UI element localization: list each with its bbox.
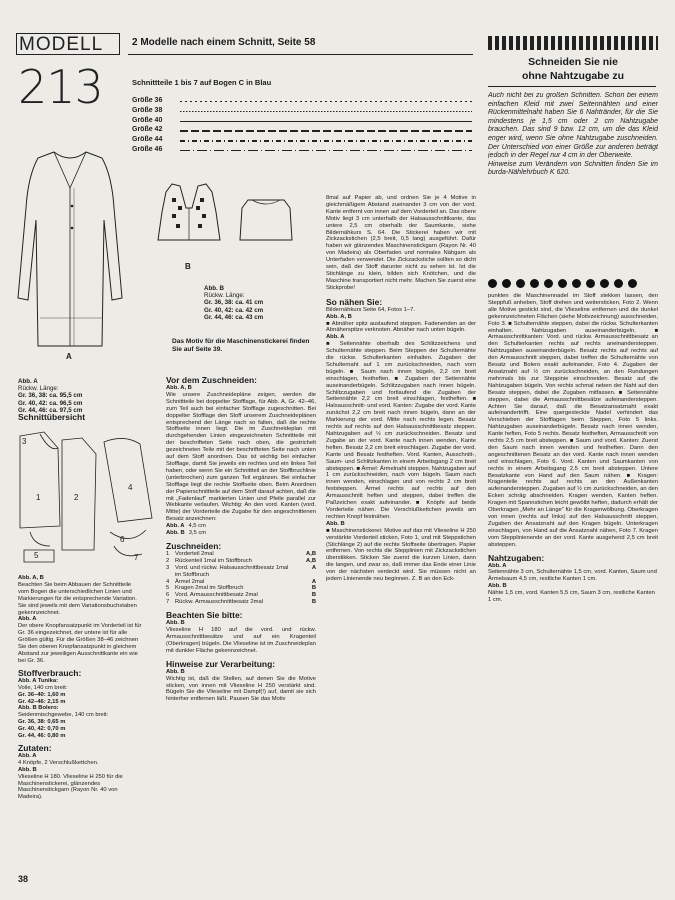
sidebar-dot-row [488, 275, 663, 293]
modell-label-box [16, 33, 120, 55]
model-b-note: Das Motiv für die Maschinenstickerei finden Sie auf Seite 39. [172, 338, 310, 353]
hinweise-text: Wichtig ist, daß die Stellen, auf denen Sie die Motive sticken, von innen mit Vlieseline H 250 verstärkt sind. Bügeln Sie die Vlieseline mit Dampf(!) auf, damit sie sich hinterher entfernen läßt. Pausen Sie das Motiv [166, 675, 316, 703]
size-line-pattern [180, 101, 472, 102]
zugabe-row [166, 530, 316, 537]
model-a-length: Gr. 36, 38: ca. 95,5 cm [18, 392, 83, 400]
zugabe-value: 3,5 cm [188, 530, 207, 537]
model-a-info [18, 378, 128, 414]
sidebar-hint: Hinweise zum Verändern von Schnitten finden Sie im burda-Nählehrbuch K 620. [488, 160, 658, 177]
part-number: 5 [166, 585, 170, 592]
naehen-text: ■ Seitennähte oberhalb des Schlitzzeichens und Schulternähte steppen. Beim Steppen der Schulternähte die rückw. Schulterkanten einhalten. Zugaben der Schulternaht auf 1 cm zurückschneiden, nach vorn bügeln. ■ Saum nach innen bügeln, 2,2 cm breit einschlagen, festheften. ■ Zugaben der Seitennähte auseinanderbügeln. Schlitzzugaben nach innen bügeln. Schlitzzugaben und fortlaufend die Zugaben der Seitennähte 2,2 cm breit einschlagen, festheften. ■ Halsausschnitt- und vord. Kanten: Zugabe der vord. Kante zunächst 2,2 cm breit nach innen bügeln, dann an der Markierung der vord. Mitte nach rechts legen. Besatz rechts auf rechts auf den Halsausschnittbesatz steppen. Nahtzugaben auf ½ cm zurückschneiden. Besatz und Zugabe an der vord. Kante nach innen wenden, Kante heften. Besatz 2,2 cm breit einschlagen. Zugabe der vord. Kante und Besatz festheften. Vord. Kanten, Ausschnitt-, Saum- und Schlitzkanten in einem Arbeitsgang 2 cm breit absteppen. ■ Ärmel: Ärmelnaht steppen. Nahtzugaben auf 1 cm zurückschneiden, nach vorn bügeln. Saum nach innen wenden, einschlagen und von rechts 2 cm breit feststeppen. Ärmel rechts auf rechts auf den Armausschnitt heften und steppen, dabei treffen die Paßzeichen exakt aufeinander. ■ Knöpfe auf beide Vorderteile nähen. Die Verschlußkettchen jeweils am rechten Knopf festnähen. [326, 341, 476, 520]
col4-text1: punkten die Maschinennadel im Stoff stekken lassen, den Steppfuß anheben, Stoff drehen und weitersticken, Foto 2. Wenn alle Motive gestickt sind, die Vlieseline entfernen und die dunkel gekennzeichneten Flächen (siehe Motivzeichnung) ausschneiden, Foto 3. ■ Schulternähte steppen, dabei die rückw. Schulterkanten einhalten. Nahtzugaben auseinanderbügeln. ■ Armausschnittkanten: Vord. und rückw. Armausschnittbesatz an den Schulterkanten rechts auf rechts aneinandersteppen. Nahtzugaben auseinanderbügeln. Besatz rechts auf rechts auf den Armausschnitt steppen, dabei treffen die Schulternähte von Besatz und Bolero exakt aufeinander, Foto 4. Zugaben der Ansatznaht auf ½ cm zurückschneiden, an den Rundungen mehrmals bis zur Steppinie einschneiden. Besatz auf die Nahtzugaben bügeln. Von rechts schmal neben der Naht auf den Besatz steppen, dabei die Zugaben mitfassen. ■ Seitennähte steppen, dabei die Armausschnittbesätze aufeinandersteppen. Achten Sie darauf, daß die Besatzansatznaht exakt aufeinandertrifft. Eine quergesteckte Nadel verhindert das Verschieben der Stofflagen beim Steppen, Foto 5 links. Nahtzugaben auseinanderbügeln. Besatz nach innen wenden, Kante heften, Foto 5 rechts. Besatz festheften, Armausschnitt von rechts 2,5 cm breit absteppen. ■ Saum und vord. Kanten: Zuerst den Saum nach innen wenden und festheften. Dann den angeschnittenen Besatz an der vord. Kante nach innen wenden und einschlagen, Foto 6. Vord. Kanten und Saumkanten von rechts in einem Arbeitsgang 2,5 cm breit absteppen. Untere Besatzkante von Hand auf den Saum nähen. ■ Kragen: Kragenteile rechts auf rechts an den Außenkanten aufeinandersteppen. Zugaben auf ½ cm zurückschneiden, an den Ecken schräg abschneiden. Kragen wenden, Kanten heften. Kragen mit Spannstichen leicht gewölbt heften, dadurch erhält der Oberkragen „Mehr an Länge“ für die Kragenwölbung. Oberkragen von innen (rechts auf links) auf den Halsausschnitt steppen, Zugaben der Ansatznaht auf den Kragen bügeln. Unterkragen einschlagen, von Hand auf die Ansatznaht nähen, Foto 7. Kragen vom Stepplinienende an der vord. Kante ausgehend 2,5 cm breit absteppen. [488, 293, 658, 548]
zugabe-row [166, 523, 316, 530]
schnitt-text: Beachten Sie beim Abbauen der Schnittteile vom Bogen die unterschiedlichen Linien und Markierungen für die entsprechende Variation. Sie sind jeweils mit dem Variationsbuchstaben gekennzeichnet. [18, 581, 137, 616]
garment-illustration-a [14, 148, 126, 353]
part-variant: B [311, 585, 316, 592]
zutaten-a-text: 4 Knöpfe, 2 Verschlußkettchen. [18, 759, 99, 766]
size-row [132, 136, 472, 146]
pattern-info: Schnittteile 1 bis 7 auf Bogen C in Blau [132, 78, 272, 87]
parts-list [166, 551, 316, 606]
schnitt-sub2: Abb. A [18, 616, 37, 623]
pattern-pieces-diagram [14, 430, 160, 570]
part-row [166, 579, 316, 586]
page-title: 2 Modelle nach einem Schnitt, Seite 58 [132, 37, 316, 48]
stoff-heading: Stoffverbrauch: [18, 667, 82, 678]
model-a-sub: Rückw. Länge: [18, 385, 59, 393]
schnitt-sub: Abb. A, B [18, 575, 44, 581]
part-text: Vord. und rückw. Halsausschnittbesatz 1mal im Stoffbruch [175, 564, 289, 578]
size-row [132, 126, 472, 136]
model-b-length: Gr. 40, 42: ca. 42 cm [204, 306, 264, 314]
naehen-b1: ■ Abnäher spitz auslaufend steppen. Fadenenden an der Abnäherspitze verknoten. Abnäher nach unten bügeln. [326, 320, 476, 334]
column-1 [18, 575, 142, 801]
model-a-length: Gr. 40, 42: ca. 96,5 cm [18, 399, 83, 407]
model-b-length: Gr. 44, 46: ca. 43 cm [204, 313, 264, 321]
size-line-pattern [180, 111, 472, 112]
svg-text:4: 4 [128, 483, 133, 492]
model-b-info [204, 285, 314, 321]
zuschneiden-heading: Vor dem Zuschneiden: [166, 375, 257, 385]
size-label: Größe 38 [132, 106, 163, 114]
sidebar-title-2: ohne Nahtzugabe zu [521, 70, 625, 82]
zugabe-key: Abb. B [166, 530, 185, 537]
svg-text:3: 3 [22, 437, 27, 446]
stoff-b-line: Gr. 36, 38: 0,65 m [18, 719, 66, 726]
stoff-a-line: Gr. 42–46: 2,15 m [18, 698, 66, 705]
size-line-pattern [180, 121, 472, 122]
sidebar-top-bar [488, 36, 658, 50]
part-row [166, 592, 316, 599]
model-b-sub: Rückw. Länge: [204, 292, 245, 300]
part-variant: A,B [306, 550, 316, 557]
col4-a-heading: Abb. A [488, 562, 507, 569]
zugabe-value: 4,5 cm [188, 523, 206, 530]
part-text: Vord. Armausschnittbesatz 2mal [175, 592, 258, 599]
col3-b-text: ■ Maschinenstickerei: Motive auf das mit Vlieseline H 250 verstärkte Vorderteil sticken, Foto 1, und mit Steppstichen (Stichlänge 2) auf die rechte Stoffseite übertragen. Papier entfernen. Von rechts die Stepplinien mit Zickzackstichen überstikken. Sticken Sie zuerst die kurzen Linien, dann die langen, und zwar so, daß immer das Ende einer Linie von der nächsten verdeckt wird. Sie müssen nicht an jedem Linienende neu beginnen. Z. B an den Eck- [326, 527, 476, 583]
size-line-pattern [180, 130, 472, 131]
column-2 [166, 375, 316, 885]
col4-b-heading: Abb. B [488, 583, 507, 590]
schnitt-text2: Der obere Knopfansatzpunkt im Vorderteil ist für Gr. 36 eingezeichnet, der untere ist für alle Größen gültig. Für die Größen 38–46 zeichnen Sie den oberen Knopfansatzpunkt in gleichem Abstand zur jeweiligen Ausschnittkante ein wie bei Gr. 36. [18, 623, 142, 664]
part-text: Kragen 2mal im Stoffbruch [175, 585, 244, 592]
zugaben-list [166, 523, 316, 537]
nahtzugaben-heading: Nahtzugaben: [488, 552, 545, 563]
col4-b-text: Nähte 1,5 cm, vord. Kanten 5,5 cm, Saum 3 cm, restliche Kanten 1 cm. [488, 590, 655, 604]
zutaten-b-heading: Abb. B [18, 766, 37, 773]
part-number: 2 [166, 557, 170, 564]
sidebar-body-text: Auch nicht bei zu großen Schnitten. Schon bei einem einfachen Kleid mit zwei Seitennähten und einer Rückenmittelnaht haben Sie 6 Nahtränder, für die Sie mindestens je 1,5 cm oder 2 cm Nahtzugabe brauchen. Das sind 9 bzw. 12 cm, um die das Kleid enger wird, wenn Sie ohne Nahtzugabe zuschneiden. Der Unterschied von einer Größe zur anderen beträgt jedoch in der Regel nur 4 cm in der Oberweite. [488, 92, 658, 160]
stoff-a-line: Gr. 36–40: 1,60 m [18, 691, 66, 698]
sidebar-title-1: Schneiden Sie nie [528, 56, 618, 68]
size-legend [132, 97, 472, 156]
schnitt-heading: Schnittübersicht [18, 412, 86, 422]
svg-text:7: 7 [134, 553, 139, 562]
size-label: Größe 46 [132, 145, 163, 153]
naehen-a: Abb. A [326, 334, 345, 341]
stoff-a-lines [18, 692, 142, 706]
part-row [166, 565, 316, 579]
part-text: Vorderteil 2mal [175, 550, 214, 557]
beachten-sub: Abb. B [166, 620, 185, 627]
stoff-b-line: Gr. 44, 46: 0,80 m [18, 733, 66, 740]
page-number: 38 [18, 874, 29, 884]
part-variant: B [311, 599, 316, 606]
zugabe-key: Abb. A [166, 523, 185, 530]
beachten-text: Vlieseline H 180 auf die vord. und rückw. Armausschnittbesätze und auf ein Kragenteil (Oberkragen) bügeln. Die Vlieseline ist im Zuschneideplan mit dunkler Fläche gekennzeichnet. [166, 627, 316, 654]
column-4 [488, 293, 658, 888]
size-row [132, 97, 472, 107]
zutaten-a-heading: Abb. A [18, 752, 37, 759]
part-number: 6 [166, 592, 170, 599]
size-row [132, 146, 472, 156]
model-b-length: Gr. 36, 38: ca. 41 cm [204, 299, 264, 307]
part-variant: A,B [306, 557, 316, 564]
model-a-heading: Abb. A [18, 378, 38, 385]
zuschneiden-sub: Abb. A, B [166, 385, 192, 391]
sidebar-rule [488, 86, 656, 87]
part-row [166, 558, 316, 565]
size-label: Größe 42 [132, 126, 163, 134]
stoff-a-text: Voile, 140 cm breit: [18, 684, 68, 691]
size-label: Größe 44 [132, 136, 163, 144]
size-label: Größe 36 [132, 97, 163, 104]
naehen-sub: Abb. A, B [326, 313, 352, 320]
column-3 [326, 195, 476, 885]
stoff-b-text: Seidenmischgewebe, 140 cm breit: [18, 712, 109, 719]
part-number: 1 [166, 550, 170, 557]
naehen-heading: So nähen Sie: [326, 296, 383, 307]
size-row [132, 117, 472, 127]
stoff-b-line: Gr. 40, 42: 0,70 m [18, 726, 66, 733]
hinweise-heading: Hinweise zur Verarbeitung: [166, 658, 276, 669]
model-a-label: A [66, 352, 72, 361]
size-line-pattern [180, 140, 472, 141]
part-variant: B [311, 592, 316, 599]
zutaten-b-text: Vlieseline H 180. Vlieseline H 250 für die Maschinenstickerei, glänzendes Maschinenstickgarn (Rayon Nr. 40 von Madeira). [18, 773, 123, 801]
part-number: 4 [166, 578, 170, 585]
svg-text:6: 6 [120, 535, 125, 544]
stoff-b-lines [18, 719, 142, 740]
model-b-heading: Abb. B [204, 285, 224, 292]
model-b-lengths [204, 299, 314, 321]
model-a-length: Gr. 44, 46: ca. 97,5 cm [18, 406, 83, 414]
naehen-intro: Bildernähkurs Seite 64, Fotos 1–7. [326, 306, 415, 313]
svg-text:1: 1 [36, 493, 41, 502]
model-b-label: B [185, 262, 191, 271]
garment-illustration-b-front [150, 182, 228, 242]
size-label: Größe 40 [132, 116, 163, 124]
part-row [166, 585, 316, 592]
stoff-a-heading: Abb. A Tunika: [18, 677, 59, 684]
model-number: 213 [18, 60, 103, 114]
stoff-b-heading: Abb. B Bolero: [18, 705, 59, 712]
col3-text1: 8mal auf Papier ab, und ordnen Sie je 4 Motive in gleichmäßigem Abstand zueinander 3 cm von der vord. Kante entfernt von innen auf dem Vorderteil an. Das obere Motiv liegt 3 cm unterhalb der Halsausschnittkante, das untere 2,5 cm oberhalb der Saumkante, siehe Bildernähkurs S. 64. Die Stickerei haben wir mit Zickzackstichen (2,5 breit, 0,5 lang) ausgeführt. Dafür haben wir glänzendes Maschinenstickgarn (Rayon Nr. 40 von Madeira) als Oberfaden und normales Nähgarn als Unterfaden verwendet. Die Zickzackstiche sollten so dicht sein, daß der Stoff darunter nicht zu sehen ist. Ist die Stichlänge zu klein, bilden sich Knötchen, und die Maschine transportiert nicht mehr. Machen Sie zuerst eine Stickprobe! [326, 195, 476, 291]
modell-label: MODELL [19, 34, 104, 55]
svg-text:2: 2 [74, 493, 79, 502]
size-line-pattern [180, 150, 472, 151]
col3-b-heading: Abb. B [326, 520, 345, 527]
beachten-heading: Beachten Sie bitte: [166, 610, 243, 621]
zutaten-heading: Zutaten: [18, 742, 52, 753]
col4-a-text: Seitennähte 3 cm, Schulternähte 1,5 cm, vord. Kanten, Saum und Ärmelsaum 4,5 cm, restliche Kanten 1 cm. [488, 569, 657, 583]
part-text: Ärmel 2mal [175, 578, 205, 585]
part-variant: A [311, 564, 316, 571]
part-number: 3 [166, 564, 170, 571]
zuschneiden2-heading: Zuschneiden: [166, 540, 222, 551]
part-text: Rückw. Armausschnittbesatz 2mal [175, 599, 263, 606]
zuschneiden-text: Wie unsere Zuschneidepläne zeigen, werden die Schnittteile bei doppelter Stofflage, für Abb. A, Gr. 42–46, zum Teil auch bei einfacher Stofflage zugeschnitten. Bei doppelter Stofflage den Stoff unserem Zuschneideplänen entsprechend der Länge nach so falten, daß die rechte Stoffseite innen liegt. Die im Zuschneideplan mit durchgehenden Linien eingezeichneten Schnittteile mit der beschrifteten Seite nach oben, die gestrichelt gezeichneten Teile mit der beschrifteten Seite nach unten auf dem Stoff anordnen. Das ist wichtig bei einfacher Stofflage, damit Sie jeweils ein rechtes und ein linkes Teil haben, oder wenn Sie ein Schnittteil an der Stoffbruchlinie (unterbrochen) zum ganzen Teil ergänzen. Bei einfacher Stofflage liegt die rechte Stoffseite oben. Beim Anordnen der Papierschnittteile auf dem Stoff darauf achten, daß die mit „Fadenlauf“ markierten Linien und Pfeile parallel zur Webkante verlaufen. Wichtig: An den vord. Kanten (vord. Mitte) der Vorderteile die Zugabe für den angeschnittenen Besatz anzeichnen: [166, 391, 316, 523]
part-text: Rückenteil 1mal im Stoffbruch [175, 557, 252, 564]
header-rule [128, 54, 473, 55]
part-row [166, 551, 316, 558]
hinweise-sub: Abb. B [166, 668, 185, 675]
size-row [132, 107, 472, 117]
sidebar-body [488, 92, 658, 178]
part-row [166, 599, 316, 606]
svg-text:5: 5 [34, 551, 39, 560]
model-a-lengths [18, 392, 128, 414]
garment-illustration-b-back [236, 198, 296, 242]
part-variant: A [311, 578, 316, 585]
part-number: 7 [166, 599, 170, 606]
